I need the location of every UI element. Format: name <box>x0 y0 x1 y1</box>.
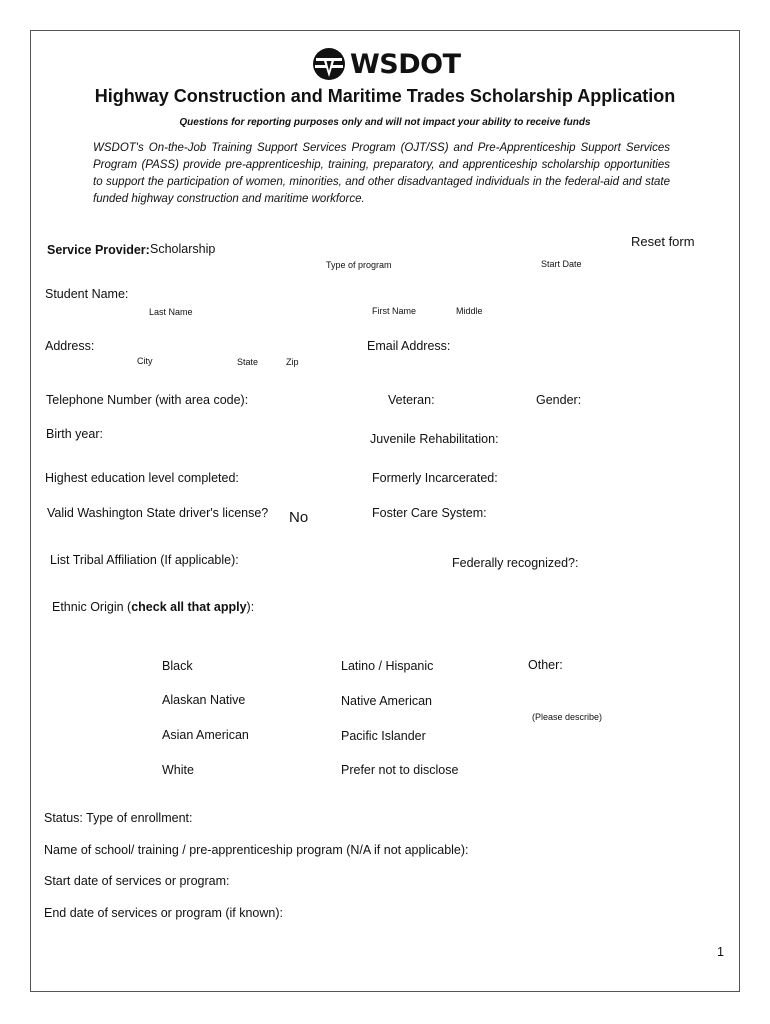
school-name-label: Name of school/ training / pre-apprenticeship program (N/A if not applicable): <box>44 843 469 857</box>
drivers-license-label: Valid Washington State driver's license? <box>47 506 269 520</box>
start-date-label: Start date of services or program: <box>44 874 230 888</box>
email-label: Email Address: <box>367 339 451 353</box>
state-caption: State <box>237 357 259 367</box>
ethnic-option-pacific-islander: Pacific Islander <box>341 729 426 743</box>
page-title: Highway Construction and Maritime Trades Scholarship Application <box>94 86 676 106</box>
veteran-label: Veteran: <box>388 393 435 407</box>
service-provider-label: Service Provider: <box>47 243 150 257</box>
middle-name-caption: Middle <box>456 306 483 316</box>
ethnic-option-latino: Latino / Hispanic <box>341 659 434 673</box>
wsdot-emblem-icon <box>312 47 346 81</box>
last-name-caption: Last Name <box>149 307 193 317</box>
education-label: Highest education level completed: <box>45 471 239 485</box>
address-label: Address: <box>45 339 95 353</box>
logo-wordmark: WSDOT <box>350 48 461 80</box>
ethnic-option-alaskan-native: Alaskan Native <box>162 693 246 707</box>
juvenile-rehab-label: Juvenile Rehabilitation: <box>370 432 499 446</box>
ethnic-option-native-american: Native American <box>341 694 433 708</box>
type-of-program-caption: Type of program <box>326 260 392 270</box>
federally-recognized-label: Federally recognized?: <box>452 556 579 570</box>
reset-form-button[interactable]: Reset form <box>631 234 695 249</box>
pacific-islander-checkbox[interactable] <box>312 729 320 737</box>
white-checkbox[interactable] <box>132 763 140 771</box>
foster-care-label: Foster Care System: <box>372 506 487 520</box>
ethnic-option-white: White <box>162 763 194 777</box>
page-subtitle: Questions for reporting purposes only and will not impact your ability to receive funds <box>179 117 591 128</box>
native-american-checkbox[interactable] <box>312 694 320 702</box>
latino-checkbox[interactable] <box>312 659 320 667</box>
city-caption: City <box>137 356 153 366</box>
enrollment-status-label: Status: Type of enrollment: <box>44 811 193 825</box>
start-date-caption: Start Date <box>541 259 582 269</box>
tribal-affiliation-label: List Tribal Affiliation (If applicable): <box>50 553 239 567</box>
wsdot-logo <box>312 46 461 82</box>
ethnic-other-input[interactable] <box>575 656 665 674</box>
asian-american-checkbox[interactable] <box>132 728 140 736</box>
gender-label: Gender: <box>536 393 582 407</box>
formerly-incarcerated-label: Formerly Incarcerated: <box>372 471 498 485</box>
birth-year-label: Birth year: <box>46 427 103 441</box>
zip-caption: Zip <box>286 357 299 367</box>
ethnic-option-prefer-not: Prefer not to disclose <box>341 763 459 777</box>
service-provider-field[interactable]: Scholarship <box>150 242 216 256</box>
telephone-label: Telephone Number (with area code): <box>46 393 249 407</box>
please-describe-caption: (Please describe) <box>532 712 603 722</box>
ethnic-origin-label: Ethnic Origin (check all that apply): <box>52 600 255 614</box>
ethnic-option-black: Black <box>162 659 193 673</box>
intro-paragraph: WSDOT's On-the-Job Training Support Services Program (OJT/SS) and Pre-Apprenticeship Support Services Program (PASS) provide pre-apprenticeship, training, preparatory, and apprenticeship scholarship opportunities to support the participation of women, minorities, and other disadvantaged individuals in the federal-aid and state funded highway construction and maritime workforce. <box>93 142 670 205</box>
ethnic-option-asian-american: Asian American <box>162 728 249 742</box>
first-name-caption: First Name <box>372 306 417 316</box>
black-checkbox[interactable] <box>132 659 140 667</box>
enrollment-status-select[interactable] <box>200 808 640 826</box>
prefer-not-checkbox[interactable] <box>312 763 320 771</box>
ethnic-other-label: Other: <box>528 658 563 672</box>
end-date-label: End date of services or program (if known): <box>44 906 283 920</box>
page-number: 1 <box>717 945 724 959</box>
drivers-license-select[interactable]: No <box>289 509 309 526</box>
student-name-label: Student Name: <box>45 287 129 301</box>
alaskan-native-checkbox[interactable] <box>132 693 140 701</box>
